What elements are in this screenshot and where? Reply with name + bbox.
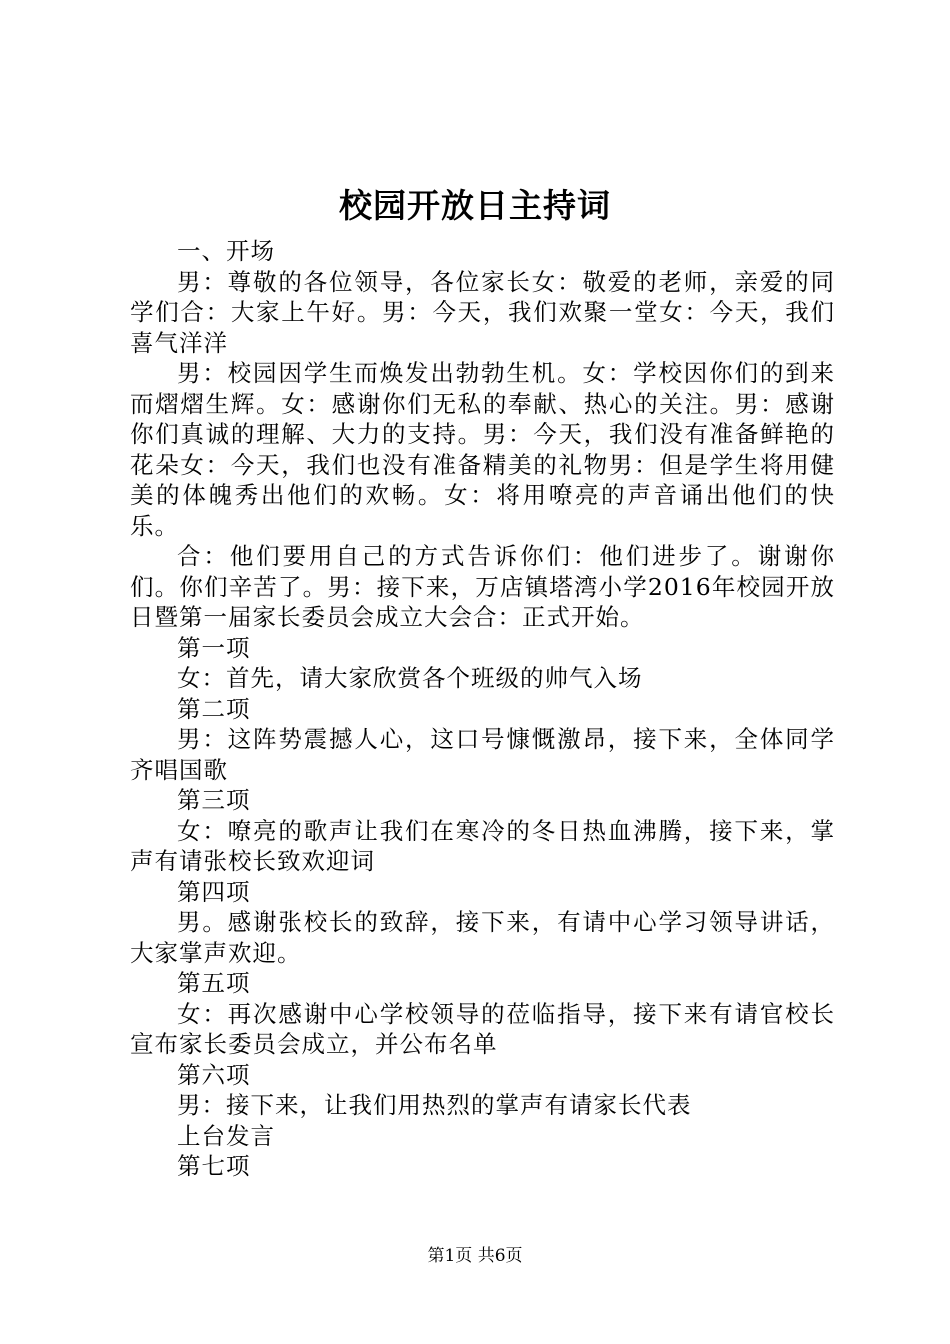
item-heading: 第五项 (177, 969, 251, 997)
paragraph: 女：首先，请大家欣赏各个班级的帅气入场 (177, 664, 643, 692)
paragraph: 女：嘹亮的歌声让我们在寒冷的冬日热血沸腾，接下来，掌声有请张校长致欢迎词 (130, 816, 835, 875)
paragraph-opening-heading: 一、开场 (177, 237, 275, 265)
item-heading: 第六项 (177, 1060, 251, 1089)
paragraph: 合：他们要用自己的方式告诉你们：他们进步了。谢谢你们。你们辛苦了。男：接下来，万店镇塔湾小学2016年校园开放日暨第一届家长委员会成立大会合：正式开始。 (130, 542, 835, 631)
paragraph: 上台发言 (177, 1121, 275, 1150)
item-heading: 第七项 (177, 1152, 251, 1180)
page-footer: 第1页 共6页 (427, 1246, 523, 1266)
paragraph: 男：这阵势震撼人心，这口号慷慨激昂，接下来，全体同学齐唱国歌 (130, 725, 835, 784)
item-heading: 第二项 (177, 694, 251, 723)
item-heading: 第一项 (177, 633, 251, 662)
item-heading: 第四项 (177, 877, 251, 906)
paragraph: 男：接下来，让我们用热烈的掌声有请家长代表 (177, 1091, 692, 1119)
document-body (130, 236, 835, 1182)
paragraph: 男。感谢张校长的致辞，接下来，有请中心学习领导讲话，大家掌声欢迎。 (130, 908, 835, 967)
paragraph: 女：再次感谢中心学校领导的莅临指导，接下来有请官校长宣布家长委员会成立，并公布名单 (130, 999, 835, 1058)
item-heading: 第三项 (177, 786, 251, 814)
paragraph: 男：校园因学生而焕发出勃勃生机。女：学校因你们的到来而熠熠生辉。女：感谢你们无私的奉献、热心的关注。男：感谢你们真诚的理解、大力的支持。男：今天，我们没有准备鲜艳的花朵女：今天，我们也没有准备精美的礼物男：但是学生将用健美的体魄秀出他们的欢畅。女：将用嘹亮的声音诵出他们的快乐。 (130, 359, 835, 540)
document-title: 校园开放日主持词 (339, 186, 611, 225)
paragraph: 男：尊敬的各位领导，各位家长女：敬爱的老师，亲爱的同学们合：大家上午好。男：今天，我们欢聚一堂女：今天，我们喜气洋洋 (130, 267, 835, 357)
